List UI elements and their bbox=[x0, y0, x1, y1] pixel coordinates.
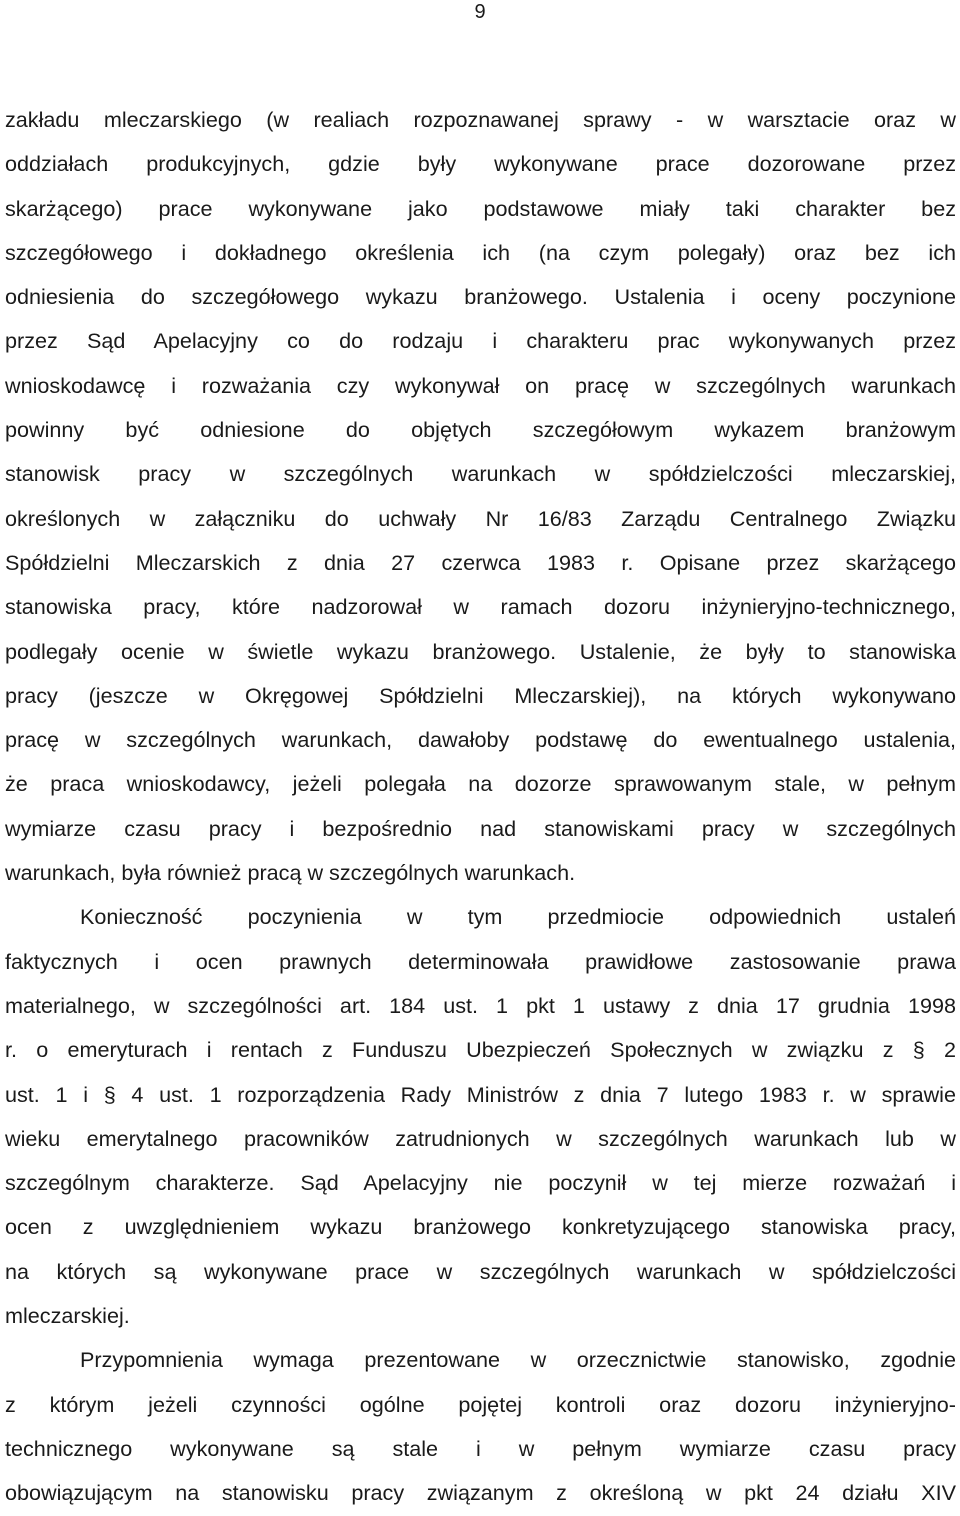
text-line: szczególnym charakterze. Sąd Apelacyjny nie poczynił w tej mierze rozważań i bbox=[5, 1170, 956, 1196]
paragraph bbox=[5, 98, 956, 895]
text-line: wnioskodawcę i rozważania czy wykonywał on pracę w szczególnych warunkach bbox=[5, 372, 956, 398]
text-line: pracy (jeszcze w Okręgowej Spółdzielni Mleczarskiej), na których wykonywano bbox=[5, 682, 956, 708]
text-line: wieku emerytalnego pracowników zatrudnionych w szczególnych warunkach lub w bbox=[5, 1125, 956, 1151]
paragraph bbox=[5, 895, 956, 1338]
text-line: stanowisk pracy w szczególnych warunkach w spółdzielczości mleczarskiej, bbox=[5, 461, 956, 487]
text-line: Spółdzielni Mleczarskich z dnia 27 czerwca 1983 r. Opisane przez skarżącego bbox=[5, 549, 956, 575]
text-line: materialnego, w szczególności art. 184 ust. 1 pkt 1 ustawy z dnia 17 grudnia 1998 bbox=[5, 992, 956, 1018]
text-line: mleczarskiej. bbox=[5, 1303, 130, 1329]
text-line: technicznego wykonywane są stale i w pełnym wymiarze czasu pracy bbox=[5, 1435, 956, 1461]
text-line: Przypomnienia wymaga prezentowane w orzecznictwie stanowisko, zgodnie bbox=[80, 1347, 956, 1373]
text-line: określonych w załączniku do uchwały Nr 16/83 Zarządu Centralnego Związku bbox=[5, 505, 956, 531]
text-line: zakładu mleczarskiego (w realiach rozpoznawanej sprawy - w warsztacie oraz w bbox=[5, 107, 956, 132]
text-line: podlegały ocenie w świetle wykazu branżowego. Ustalenie, że były to stanowiska bbox=[5, 638, 956, 664]
text-line: r. o emeryturach i rentach z Funduszu Ubezpieczeń Społecznych w związku z § 2 bbox=[5, 1037, 956, 1063]
text-line: skarżącego) prace wykonywane jako podstawowe miały taki charakter bez bbox=[5, 195, 956, 221]
text-line: przez Sąd Apelacyjny co do rodzaju i charakteru prac wykonywanych przez bbox=[5, 328, 956, 354]
text-line: pracę w szczególnych warunkach, dawałoby podstawę do ewentualnego ustalenia, bbox=[5, 727, 956, 753]
text-line: szczegółowego i dokładnego określenia ich (na czym polegały) oraz bez ich bbox=[5, 239, 956, 265]
text-line: powinny być odniesione do objętych szczegółowym wykazem branżowym bbox=[5, 417, 956, 443]
text-line: że praca wnioskodawcy, jeżeli polegała na dozorze sprawowanym stale, w pełnym bbox=[5, 771, 956, 797]
page-number: 9 bbox=[474, 1, 486, 23]
text-line: na których są wykonywane prace w szczególnych warunkach w spółdzielczości bbox=[5, 1258, 956, 1284]
text-line: ust. 1 i § 4 ust. 1 rozporządzenia Rady Ministrów z dnia 7 lutego 1983 r. w sprawie bbox=[5, 1081, 956, 1107]
text-line: stanowiska pracy, które nadzorował w ramach dozoru inżynieryjno-technicznego, bbox=[5, 594, 956, 620]
text-line: faktycznych i ocen prawnych determinowała prawidłowe zastosowanie prawa bbox=[5, 948, 956, 974]
paragraph bbox=[5, 1338, 956, 1515]
text-line: wymiarze czasu pracy i bezpośrednio nad stanowiskami pracy w szczególnych bbox=[5, 815, 956, 841]
text-line: odniesienia do szczegółowego wykazu branżowego. Ustalenia i oceny poczynione bbox=[5, 284, 956, 310]
text-line: z którym jeżeli czynności ogólne pojętej kontroli oraz dozoru inżynieryjno- bbox=[5, 1391, 956, 1417]
document-body bbox=[5, 98, 956, 1516]
text-line: warunkach, była również pracą w szczególnych warunkach. bbox=[5, 860, 576, 886]
text-line: ocen z uwzględnieniem wykazu branżowego konkretyzującego stanowiska pracy, bbox=[5, 1214, 956, 1240]
text-line: obowiązującym na stanowisku pracy związanym z określoną w pkt 24 działu XIV bbox=[5, 1480, 956, 1506]
text-line: Konieczność poczynienia w tym przedmiocie odpowiednich ustaleń bbox=[80, 904, 956, 930]
text-line: oddziałach produkcyjnych, gdzie były wykonywane prace dozorowane przez bbox=[5, 151, 956, 177]
